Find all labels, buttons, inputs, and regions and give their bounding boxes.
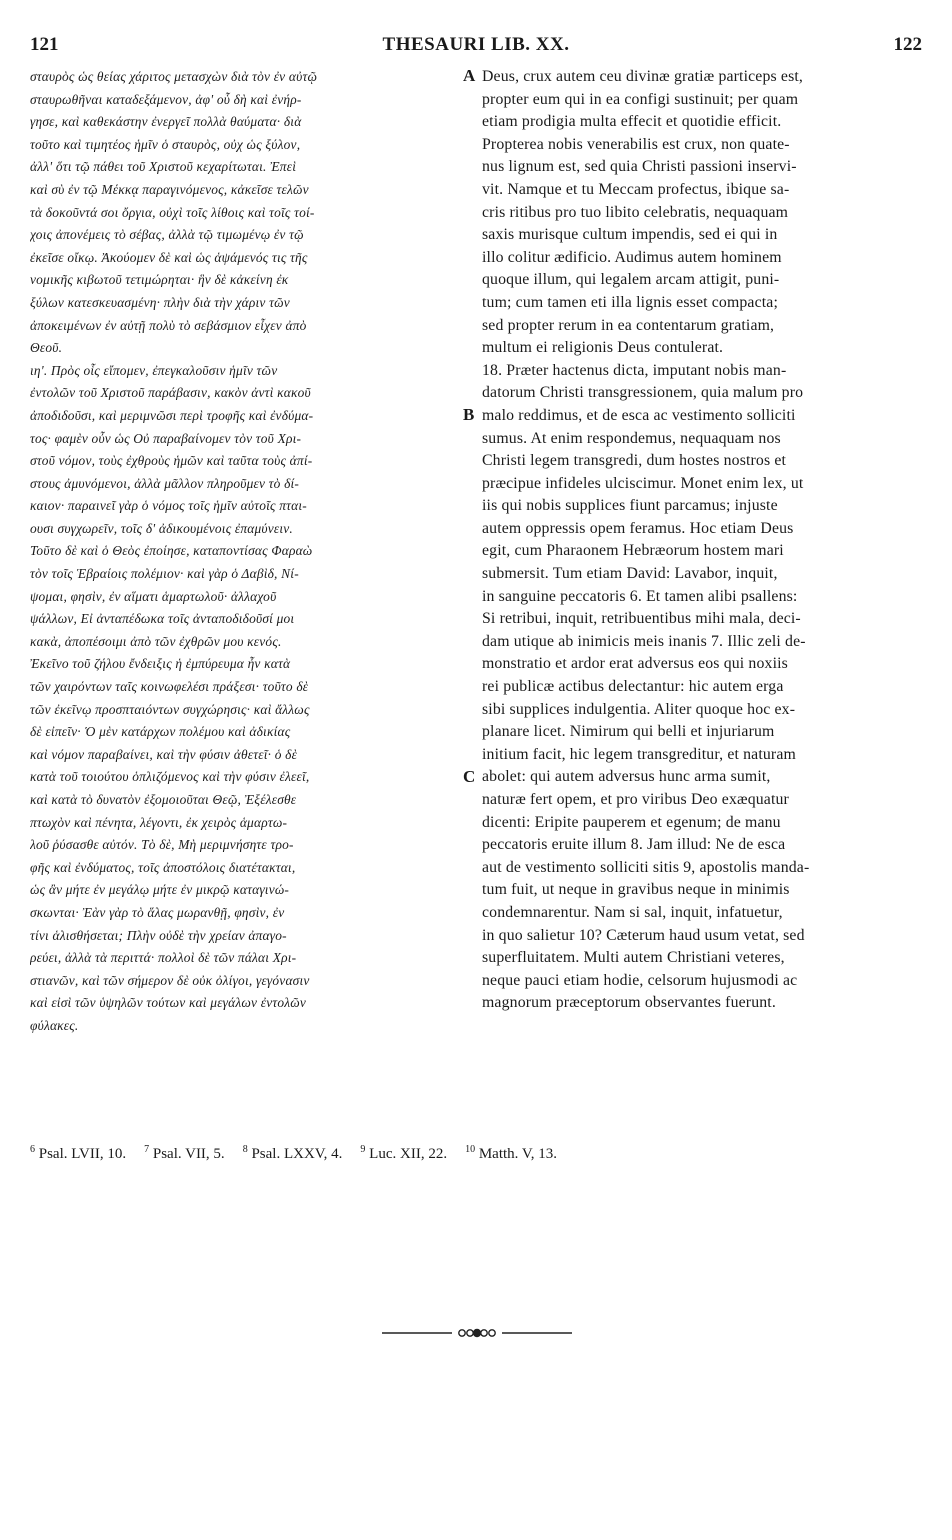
footnote xyxy=(30,1146,126,1162)
page-number-right: 122 xyxy=(893,34,922,55)
latin-text-line: cris ritibus pro tuo libito celebratis, nequaquam xyxy=(482,203,789,221)
footnote xyxy=(360,1146,447,1162)
greek-text-line: ἐντολῶν τοῦ Χριστοῦ παράβασιν, κακὸν ἀντὶ κακοῦ xyxy=(30,385,311,401)
page-number-left: 121 xyxy=(30,34,59,55)
greek-text-line: ξύλων κατεσκευασμένη· πλὴν διὰ τὴν χάριν τῶν xyxy=(30,294,290,310)
latin-text-line: abolet: qui autem adversus hunc arma sumit, xyxy=(482,768,771,786)
greek-text-line: ἀποδιδοῦσι, καὶ μεριμνῶσι περὶ τροφῆς καὶ ἐνδύμα- xyxy=(30,407,314,423)
greek-text-line: σταυρὸς ὡς θείας χάριτος μετασχὼν διὰ τὸν ἐν αὐτῷ xyxy=(30,69,318,84)
footnote xyxy=(243,1146,343,1162)
greek-text-line: φῆς καὶ ἐνδύματος, τοῖς ἀποστόλοις διατέτακται, xyxy=(30,859,296,875)
greek-text-line: καὶ κατὰ τὸ δυνατὸν ἐξομοιοῦται Θεῷ, Ἐξέλεσθε xyxy=(30,792,297,807)
page-header xyxy=(30,34,922,64)
latin-text-line: Christi legem transgredi, dum hostes nostros et xyxy=(482,452,787,470)
latin-text-line: iis qui nobis supplices fiunt parcamus; injuste xyxy=(482,497,778,515)
latin-text-line: quoque illum, qui legalem arcam attigit, puni- xyxy=(482,271,780,289)
latin-text-line: monstratio et ardor erat adversus eos qui noxiis xyxy=(482,655,788,673)
latin-text-line: 18. Præter hactenus dicta, imputant nobis man- xyxy=(482,361,787,379)
section-marker-a: A xyxy=(463,66,476,85)
greek-text-line: τῶν ἐκεῖνῳ προσπταιόντων συγχώρησις· καὶ ἄλλως xyxy=(30,701,310,717)
latin-text-line: datorum Christi transgressionem, quia malum pro xyxy=(482,384,804,402)
footnotes xyxy=(30,1140,922,1164)
latin-text-line: etiam prodigia multa effecit et quotidie efficit. xyxy=(482,113,782,131)
latin-text-line: dicenti: Eripite pauperem et egenum; de manu xyxy=(482,813,781,831)
latin-text-line: sibi supplices indulgentia. Aliter quoque hoc ex- xyxy=(482,700,796,718)
latin-text-line: superfluitatem. Multi autem Christiani veteres, xyxy=(482,949,785,967)
latin-text-line: condemnarentur. Nam si sal, inquit, infatuetur, xyxy=(482,903,783,921)
latin-text-line: nus lignum est, sed quia Christi passioni inservi- xyxy=(482,158,797,176)
greek-text-line: χοις ἀπονέμεις τὸ σέβας, ἀλλὰ τῷ τιμωμένῳ ἐν τῷ xyxy=(30,227,304,243)
greek-text-line: τος· φαμὲν οὖν ὡς Οὐ παραβαίνομεν τὸν τοῦ Χρι- xyxy=(30,430,302,446)
section-marker-b: B xyxy=(463,405,475,424)
greek-text-line: στους ἀμυνόμενοι, ἀλλὰ μᾶλλον πληροῦμεν τὸ δί- xyxy=(30,475,300,491)
latin-text-line: vit. Namque et tu Meccam profectus, ibique sa- xyxy=(482,180,790,198)
greek-text-line: σταυρωθῆναι καταδεξάμενον, ἀφ' οὗ δὴ καὶ ἐνήρ- xyxy=(30,91,302,107)
greek-text-line: τῶν χαιρόντων ταῖς κοινωφελέσι πράξεσι· τοῦτο δὲ xyxy=(30,679,309,695)
footnote-number: 9 xyxy=(360,1144,366,1155)
latin-text-line: autem oppressis opem feramus. Hoc etiam Deus xyxy=(482,519,794,537)
latin-text-line: tum; cum tamen eti illa lignis esset compacta; xyxy=(482,293,778,311)
latin-column xyxy=(482,66,922,1015)
greek-text-line: Τοῦτο δὲ καὶ ὁ Θεὸς ἐποίησε, καταποντίσας Φαραὼ xyxy=(30,543,313,559)
latin-text-line: planare licet. Nimirum qui belli et injuriarum xyxy=(482,723,775,741)
footnote xyxy=(144,1146,225,1162)
greek-text-line: δὲ εἰπεῖν· Ὁ μὲν κατάρχων πολέμου καὶ ἀδικίας xyxy=(30,724,291,740)
footnote xyxy=(465,1146,557,1162)
latin-text-line: dam utique ab inimicis meis inanis 7. Illic zeli de- xyxy=(482,632,806,650)
latin-text-line: propter eum qui in ea configi sustinuit; per quam xyxy=(482,90,799,108)
footnote-text: Psal. LXXV, 4. xyxy=(247,1146,343,1162)
greek-text-line: τίνι ἁλισθήσεται; Πλὴν οὐδὲ τὴν χρείαν ἀπαγο- xyxy=(30,927,287,943)
footnote-text: Matth. V, 13. xyxy=(475,1146,558,1162)
footnote-number: 8 xyxy=(242,1144,248,1155)
greek-text-line: ὡς ἂν μήτε ἐν μεγάλῳ μήτε ἐν μικρῷ καταγινώ- xyxy=(30,882,290,898)
greek-text-line: καὶ σὺ ἐν τῷ Μέκκᾳ παραγινόμενος, κἀκεῖσε τελῶν xyxy=(30,181,309,197)
ornament-divider-icon xyxy=(382,1326,572,1340)
footnote-text: Psal. LVII, 10. xyxy=(35,1146,127,1162)
latin-text-line: sed propter rerum in ea contentarum gratiam, xyxy=(482,316,775,334)
running-title: THESAURI LIB. XX. xyxy=(382,34,570,55)
latin-text-line: neque pauci etiam hodie, celsorum hujusmodi ac xyxy=(482,971,798,989)
greek-text-line: ἐκεῖσε οἴκῳ. Ἀκούομεν δὲ καὶ ὡς ἁψάμενός τις τῆς xyxy=(30,249,308,265)
latin-text-line: Propterea nobis venerabilis est crux, non quate- xyxy=(482,135,790,153)
greek-text-line: τὸν τοῖς Ἑβραίοις πολέμιον· καὶ γὰρ ὁ Δαβὶδ, Νί- xyxy=(30,566,299,582)
greek-text-line: καὶ εἰσὶ τῶν ὑψηλῶν τούτων καὶ μεγάλων ἐντολῶν xyxy=(30,995,307,1011)
latin-text-line: præcipue infideles ulciscimur. Monet enim lex, ut xyxy=(482,474,804,492)
latin-text-line: illo colitur ædificio. Audimus autem hominem xyxy=(482,248,782,266)
section-marker-c: C xyxy=(463,767,476,786)
latin-text-line: naturæ fert opem, et pro viribus Deo exæquatur xyxy=(482,791,789,808)
greek-text-line: κατὰ τοῦ τοιούτου ὁπλιζόμενος καὶ τὴν φύσιν ἐλεεῖ, xyxy=(30,769,310,785)
greek-text-line: ἀποκειμένων ἐν αὐτῇ πολὺ τὸ σεβάσμιον εἶχεν ἀπὸ xyxy=(30,317,307,333)
greek-text-line: καιον· παραινεῖ γὰρ ὁ νόμος τοῖς ἡμῖν αὐτοῖς πται- xyxy=(30,498,307,514)
greek-text-line: καὶ νόμον παραβαίνει, καὶ τὴν φύσιν ἀθετεῖ· ὁ δὲ xyxy=(30,746,298,762)
greek-text-line: ιη'. Πρὸς οἷς εἴπομεν, ἐπεγκαλοῦσιν ἡμῖν τῶν xyxy=(30,362,278,378)
greek-text-line: τοῦτο καὶ τιμητέος ἡμῖν ὁ σταυρὸς, οὐχ ὡς ξύλον, xyxy=(30,136,301,152)
footnote-number: 6 xyxy=(30,1144,35,1155)
latin-text-line: submersit. Tum etiam David: Lavabor, inquit, xyxy=(482,565,778,583)
latin-text-line: egit, cum Pharaonem Hebræorum hostem mari xyxy=(482,542,784,560)
greek-text-line: ουσι συγχωρεῖν, τοῖς δ' ἀδικουμένοις ἐπαμύνειν. xyxy=(30,520,293,536)
greek-text-line: ρεύει, ἀλλὰ τὰ περιττά· πολλοὶ δὲ τῶν πάλαι Χρι- xyxy=(30,950,297,966)
greek-text-line: Ἐκεῖνο τοῦ ζήλου ἔνδειξις ἡ ἐμπύρευμα ἦν κατὰ xyxy=(30,656,291,672)
latin-text-line: sumus. At enim respondemus, nequaquam nos xyxy=(482,429,781,447)
greek-text-line: κακὰ, ἀποπέσοιμι ἀπὸ τῶν ἐχθρῶν μου κενός. xyxy=(30,633,282,649)
greek-text-line: τὰ δοκοῦντά σοι ὄργια, οὐχὶ τοῖς λίθοις καὶ τοῖς τοί- xyxy=(30,204,315,220)
footnote-text: Psal. VII, 5. xyxy=(149,1146,225,1162)
footnote-number: 10 xyxy=(465,1144,476,1155)
greek-text-line: ψάλλων, Εἰ ἀνταπέδωκα τοῖς ἀνταποδιδοῦσί μοι xyxy=(30,611,295,627)
latin-text-line: in quo salietur 10? Cæterum haud usum vetat, sed xyxy=(482,926,805,944)
greek-text-line: στιανῶν, καὶ τῶν σήμερον δὲ οὐκ ὀλίγοι, γεγόνασιν xyxy=(30,972,310,988)
greek-text-line: στοῦ νόμον, τοὺς ἐχθροὺς ἡμῶν καὶ ταῦτα τοὺς ἀπί- xyxy=(30,453,313,469)
greek-text-line: φύλακες. xyxy=(30,1017,79,1033)
latin-text-line: initium facit, hic legem transgreditur, et naturam xyxy=(482,745,796,763)
greek-text-line: Θεοῦ. xyxy=(30,340,63,356)
latin-text-line: peccatoris eruite illum 8. Jam illud: Ne de esca xyxy=(482,836,786,854)
greek-text-line: λοῦ ῥύσασθε αὐτόν. Τὸ δὲ, Μὴ μεριμνήσητε τρο- xyxy=(30,837,294,853)
footnote-number: 7 xyxy=(144,1144,150,1155)
greek-text-line: γησε, καὶ καθεκάστην ἐνεργεῖ πολλὰ θαύματα· διὰ xyxy=(30,114,302,130)
greek-text-line: ἀλλ' ὅτι τῷ πάθει τοῦ Χριστοῦ κεχαρίτωται. Ἐπεὶ xyxy=(30,159,297,175)
greek-text-line: σκωνται· Ἐὰν γὰρ τὸ ἅλας μωρανθῇ, φησὶν, ἐν xyxy=(30,904,285,920)
latin-text-line: saxis murisque cultum impendis, sed ei qui in xyxy=(482,226,778,244)
latin-text-line: rei publicæ actibus delectantur: hic autem erga xyxy=(482,678,784,696)
latin-text-line: multum ei religionis Deus contulerat. xyxy=(482,339,724,357)
latin-text-line: malo reddimus, et de esca ac vestimento solliciti xyxy=(482,406,796,424)
latin-text-line: magnorum præceptorum observantes fuerunt. xyxy=(482,994,776,1012)
latin-text-line: aut de vestimento solliciti sitis 9, apostolis manda- xyxy=(482,858,810,876)
latin-text-line: Deus, crux autem ceu divinæ gratiæ particeps est, xyxy=(482,68,804,85)
greek-column xyxy=(30,66,462,1038)
latin-text-line: tum fuit, ut neque in gravibus neque in minimis xyxy=(482,881,790,899)
greek-text-line: πτωχὸν καὶ πένητα, λέγοντι, ἐκ χειρὸς ἁμαρτω- xyxy=(30,814,288,830)
latin-text-line: in sanguine peccatoris 6. Et tamen alibi psallens: xyxy=(482,587,798,605)
greek-text-line: νομικῆς κιβωτοῦ τετιμώρηται· ἣν δὲ κἀκείνη ἐκ xyxy=(30,272,289,288)
greek-text-line: ψομαι, φησὶν, ἐν αἵματι ἁμαρτωλοῦ· ἀλλαχοῦ xyxy=(30,588,277,604)
latin-text-line: Si retribui, inquit, retribuentibus mihi mala, deci- xyxy=(482,610,801,628)
footnote-text: Luc. XII, 22. xyxy=(365,1146,448,1162)
